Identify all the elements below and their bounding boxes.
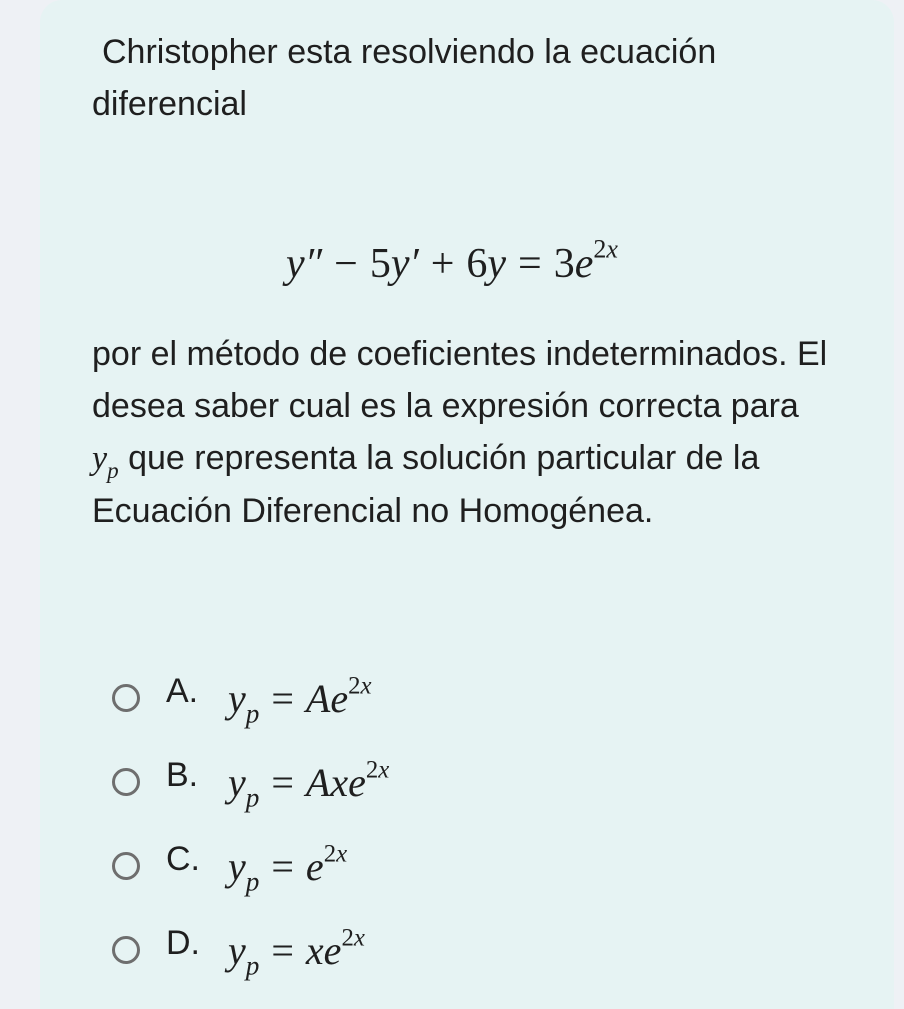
option-d-equals: =: [271, 927, 294, 973]
body-text-before: por el método de coeficientes indeterminados. El desea saber cual es la expresión correcta para: [92, 335, 828, 425]
yp-subscript: p: [107, 457, 119, 484]
eq-rhs-base: e: [574, 241, 594, 287]
option-a-radio[interactable]: [112, 684, 140, 712]
option-b-var: y: [228, 759, 246, 805]
option-a-exponent: 2x: [348, 671, 372, 699]
option-d-rhs: xe: [305, 927, 342, 973]
yp-base: y: [92, 440, 108, 477]
option-b-exponent: 2x: [365, 755, 390, 783]
option-d[interactable]: [112, 904, 389, 988]
option-b-expression: [228, 755, 390, 812]
option-b-sub: p: [245, 781, 260, 812]
option-d-var: y: [228, 927, 246, 973]
question-intro: [92, 26, 832, 130]
option-b[interactable]: [112, 736, 389, 820]
intro-line-2: diferencial: [92, 85, 247, 123]
option-c-equals: =: [271, 843, 294, 889]
eq-term-y: y: [487, 241, 507, 287]
eq-minus: −: [334, 241, 358, 287]
eq-coef-5: 5: [369, 241, 391, 287]
option-a-equals: =: [271, 675, 294, 721]
differential-equation: [0, 234, 904, 294]
option-d-radio[interactable]: [112, 936, 140, 964]
eq-term-ydoubleprime: y″: [286, 241, 323, 287]
option-b-letter: B.: [166, 755, 199, 794]
eq-plus: +: [430, 241, 455, 287]
option-d-expression: [228, 923, 365, 980]
option-d-exponent: 2x: [341, 923, 365, 951]
option-d-letter: D.: [166, 923, 200, 962]
option-b-rhs: Axe: [305, 759, 366, 805]
option-c-expression: [228, 839, 348, 896]
eq-coef-6: 6: [466, 241, 488, 287]
body-text-after: que representa la solución particular de la Ecuación Diferencial no Homogénea.: [92, 439, 760, 530]
option-b-radio[interactable]: [112, 768, 140, 796]
option-a-letter: A.: [166, 671, 199, 710]
option-c-letter: C.: [166, 839, 200, 878]
eq-equals: =: [518, 241, 542, 287]
eq-rhs-coef: 3: [553, 241, 575, 287]
option-a-rhs: Ae: [305, 675, 349, 721]
option-c-radio[interactable]: [112, 852, 140, 880]
intro-line-1: Christopher esta resolviendo la ecuación: [102, 33, 717, 71]
option-c-exponent: 2x: [323, 839, 348, 867]
eq-rhs-exponent: 2x: [593, 234, 618, 264]
option-a-var: y: [228, 675, 246, 721]
option-c-sub: p: [245, 865, 260, 896]
question-body: [92, 328, 832, 537]
option-c-rhs: e: [305, 843, 324, 889]
answer-options: [112, 652, 389, 988]
option-d-sub: p: [245, 949, 260, 980]
option-c[interactable]: [112, 820, 389, 904]
yp-variable: [92, 440, 119, 484]
eq-term-yprime: y′: [390, 241, 419, 287]
option-c-var: y: [228, 843, 246, 889]
option-a[interactable]: [112, 652, 389, 736]
option-b-equals: =: [271, 759, 294, 805]
option-a-sub: p: [245, 697, 260, 728]
option-a-expression: [228, 671, 372, 728]
